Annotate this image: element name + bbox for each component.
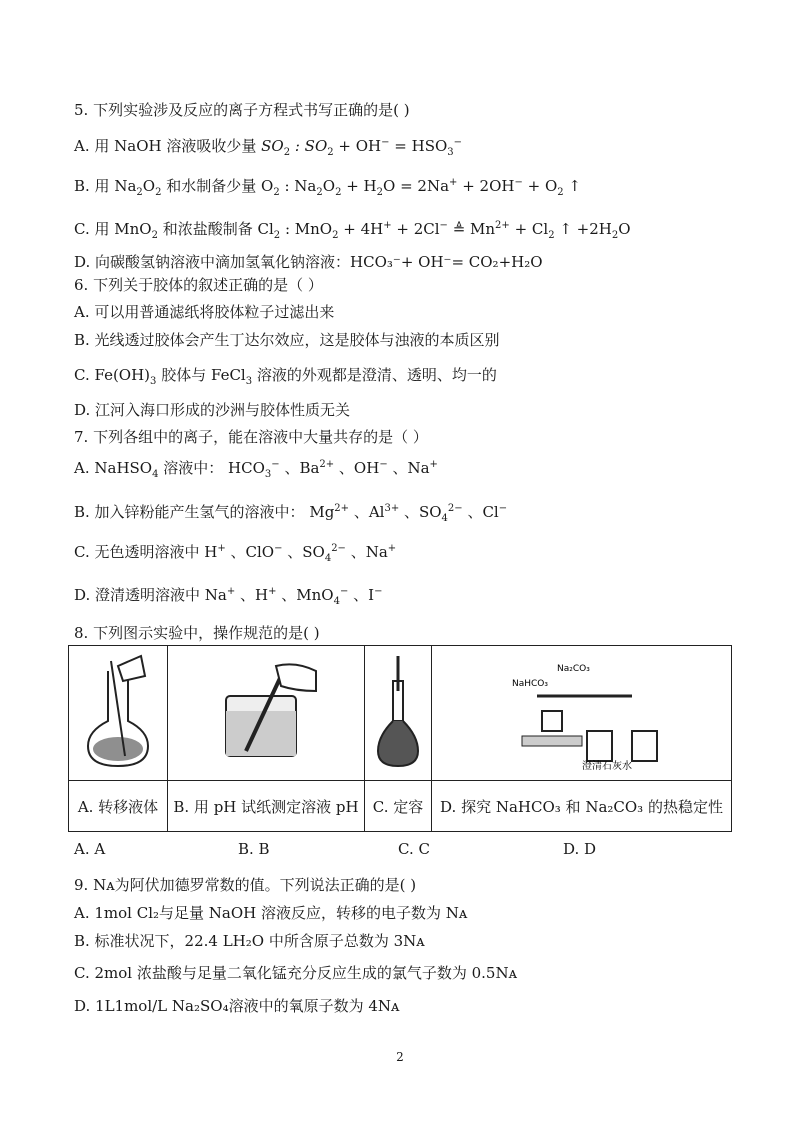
na2co3-label: Na₂CO₃ [556,664,590,674]
question-7-stem: 7. 下列各组中的离子，能在溶液中大量共存的是（ ） [74,428,428,446]
question-5-option-b: B. 用 $Na_2O_2$ 和水制备少量 $O_2$ : $Na_2O_2 + H_2O = 2Na^+ + 2OH^- + O_2$ ↑ [74,177,581,198]
caption-d: D. 探究 NaHCO₃ 和 Na₂CO₃ 的热稳定性 [432,781,732,832]
question-8-option-d: D. D [563,840,597,858]
figure-d-cell [432,646,732,781]
question-7-option-a: A. NaHSO$_4$ 溶液中： $HCO_3^-$ 、$Ba^{2+}$ 、OH− 、Na+ [74,459,438,480]
question-6-option-c: C. $Fe(OH)_3$ 胶体与 FeCl$_3$ 溶液的外观都是澄清、透明、均一的 [74,366,497,387]
ph-test-beaker-figure [206,656,326,766]
question-8-stem: 8. 下列图示实验中，操作规范的是( ) [74,624,320,642]
page-number: 2 [396,1050,404,1064]
figure-a-cell [69,646,168,781]
question-9-option-b: B. 标准状况下，22.4 LH₂O 中所含原子总数为 3Nᴀ [74,932,425,950]
nahco3-label: NaHCO₃ [511,679,548,689]
question-8-option-b: B. B [238,840,270,858]
question-9-stem: 9. Nᴀ为阿伏加德罗常数的值。下列说法正确的是( ) [74,876,417,894]
question-5-option-c: C. 用 MnO$_2$ 和浓盐酸制备 $Cl_2$ : MnO$_2$ + 4H+ + 2Cl− ≜ $Mn^{2+} + Cl_2$ ↑ $+2H_2O$ [74,220,631,241]
question-7-option-d: D. 澄清透明溶液中 Na+ 、H+ 、MnO$_4$− 、I− [74,586,383,607]
volumetric-flask-transfer-figure [73,651,163,771]
question-7-option-c: C. 无色透明溶液中 H+ 、ClO− 、$SO_4^{2-}$ 、Na+ [74,543,397,564]
question-9-option-d: D. 1L1mol/L Na₂SO₄溶液中的氧原子数为 4Nᴀ [74,997,400,1015]
question-9-option-a: A. 1mol Cl₂与足量 NaOH 溶液反应，转移的电子数为 Nᴀ [74,904,468,922]
question-5-option-a: A. 用 NaOH 溶液吸收少量 $SO_2$ : $SO_2 + OH^- = HSO_3^-$ [74,137,463,158]
question-6-stem: 6. 下列关于胶体的叙述正确的是（ ） [74,276,323,294]
question-5-stem: 5. 下列实验涉及反应的离子方程式书写正确的是( ) [74,101,410,119]
question-8-option-c: C. C [398,840,430,858]
figure-c-cell [365,646,432,781]
figure-b-cell [168,646,365,781]
limewater-label: 澄清石灰水 [581,761,632,771]
question-6-option-b: B. 光线透过胶体会产生丁达尔效应，这是胶体与浊液的本质区别 [74,331,500,349]
caption-a: A. 转移液体 [69,781,168,832]
question-9-option-c: C. 2mol 浓盐酸与足量二氧化锰充分反应生成的氯气子数为 0.5Nᴀ [74,964,518,982]
question-6-option-d: D. 江河入海口形成的沙洲与胶体性质无关 [74,401,351,419]
question-6-option-a: A. 可以用普通滤纸将胶体粒子过滤出来 [74,303,335,321]
question-7-option-b: B. 加入锌粉能产生氢气的溶液中： $Mg^{2+}$ 、$Al^{3+}$ 、$SO_4^{2-}$ 、Cl− [74,503,508,524]
volumetric-flask-figure [373,651,423,771]
caption-b: B. 用 pH 试纸测定溶液 pH [168,781,365,832]
caption-c: C. 定容 [365,781,432,832]
experiment-figure-table [68,645,732,832]
question-5-option-d: D. 向碳酸氢钠溶液中滴加氢氧化钠溶液：HCO₃⁻+ OH⁻= CO₂+H₂O [74,253,543,271]
question-8-option-a: A. A [74,840,106,858]
thermal-stability-apparatus-figure [482,651,682,771]
